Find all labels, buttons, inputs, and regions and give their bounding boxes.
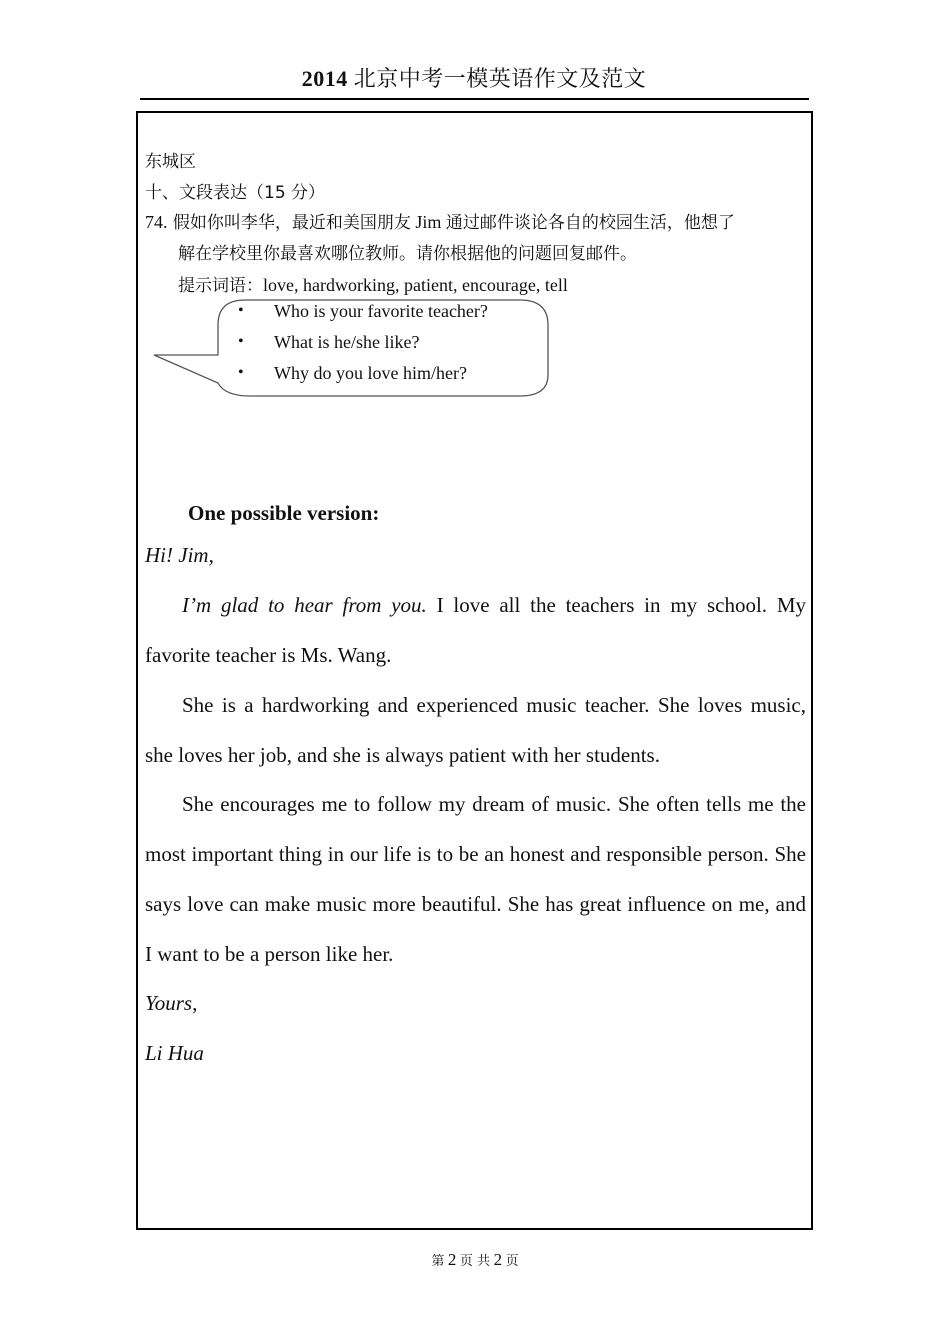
question-list xyxy=(238,300,488,393)
bullet-icon: • xyxy=(238,302,244,319)
hint-words xyxy=(178,271,568,296)
sample-heading: One possible version: xyxy=(188,501,380,525)
question-text: Who is your favorite teacher? xyxy=(274,301,488,321)
hint-word-list: love, hardworking, patient, encourage, tell xyxy=(263,275,568,295)
section-title: 十、文段表达（15 分） xyxy=(145,183,326,203)
question-text: Why do you love him/her? xyxy=(274,363,467,383)
letter-paragraph-3: She encourages me to follow my dream of music. She often tells me the most important thing in our life is to be an honest and responsible person. She says love can make music more beautiful. She has great influence on me, and I want to be a person like her. xyxy=(145,792,806,966)
district-label: 东城区 xyxy=(145,152,196,172)
page-header-title xyxy=(140,62,808,93)
question-text: What is he/she like? xyxy=(274,332,420,352)
prompt-part1: 假如你叫李华，最近和美国朋友 xyxy=(172,213,411,233)
header-title-text: 北京中考一模英语作文及范文 xyxy=(353,67,647,92)
question-number: 74. xyxy=(145,212,168,232)
footer-suffix: 页 xyxy=(505,1254,519,1269)
letter-closing: Yours, xyxy=(145,991,198,1015)
prompt-part2: 通过邮件谈论各自的校园生活，他想了 xyxy=(445,213,735,233)
question-prompt-line2: 解在学校里你最喜欢哪位教师。请你根据他的问题回复邮件。 xyxy=(178,244,637,264)
list-item xyxy=(238,300,488,331)
header-year: 2014 xyxy=(301,66,348,91)
footer-total-pages: 2 xyxy=(493,1250,503,1269)
bullet-icon: • xyxy=(238,364,244,381)
paragraph-1-opening: I’m glad to hear from you. xyxy=(182,593,427,617)
letter-greeting: Hi! Jim, xyxy=(145,543,214,567)
header-divider xyxy=(140,98,809,100)
letter-paragraph-1 xyxy=(145,580,806,680)
letter-signature: Li Hua xyxy=(145,1041,204,1065)
paragraph-1-body: I love all the teachers in my school. My favorite teacher is Ms. Wang. xyxy=(145,593,807,667)
page-footer xyxy=(0,1250,950,1270)
bullet-icon: • xyxy=(238,333,244,350)
footer-middle: 页 共 xyxy=(459,1254,491,1269)
list-item xyxy=(238,362,488,393)
hint-label: 提示词语： xyxy=(178,276,263,296)
letter-paragraph-2: She is a hardworking and experienced music teacher. She loves music, she loves her job, and she is always patient with her students. xyxy=(145,693,806,767)
footer-current-page: 2 xyxy=(447,1250,457,1269)
list-item xyxy=(238,331,488,362)
prompt-name: Jim xyxy=(410,212,446,232)
question-prompt-line1 xyxy=(145,208,735,233)
footer-prefix: 第 xyxy=(431,1254,445,1269)
